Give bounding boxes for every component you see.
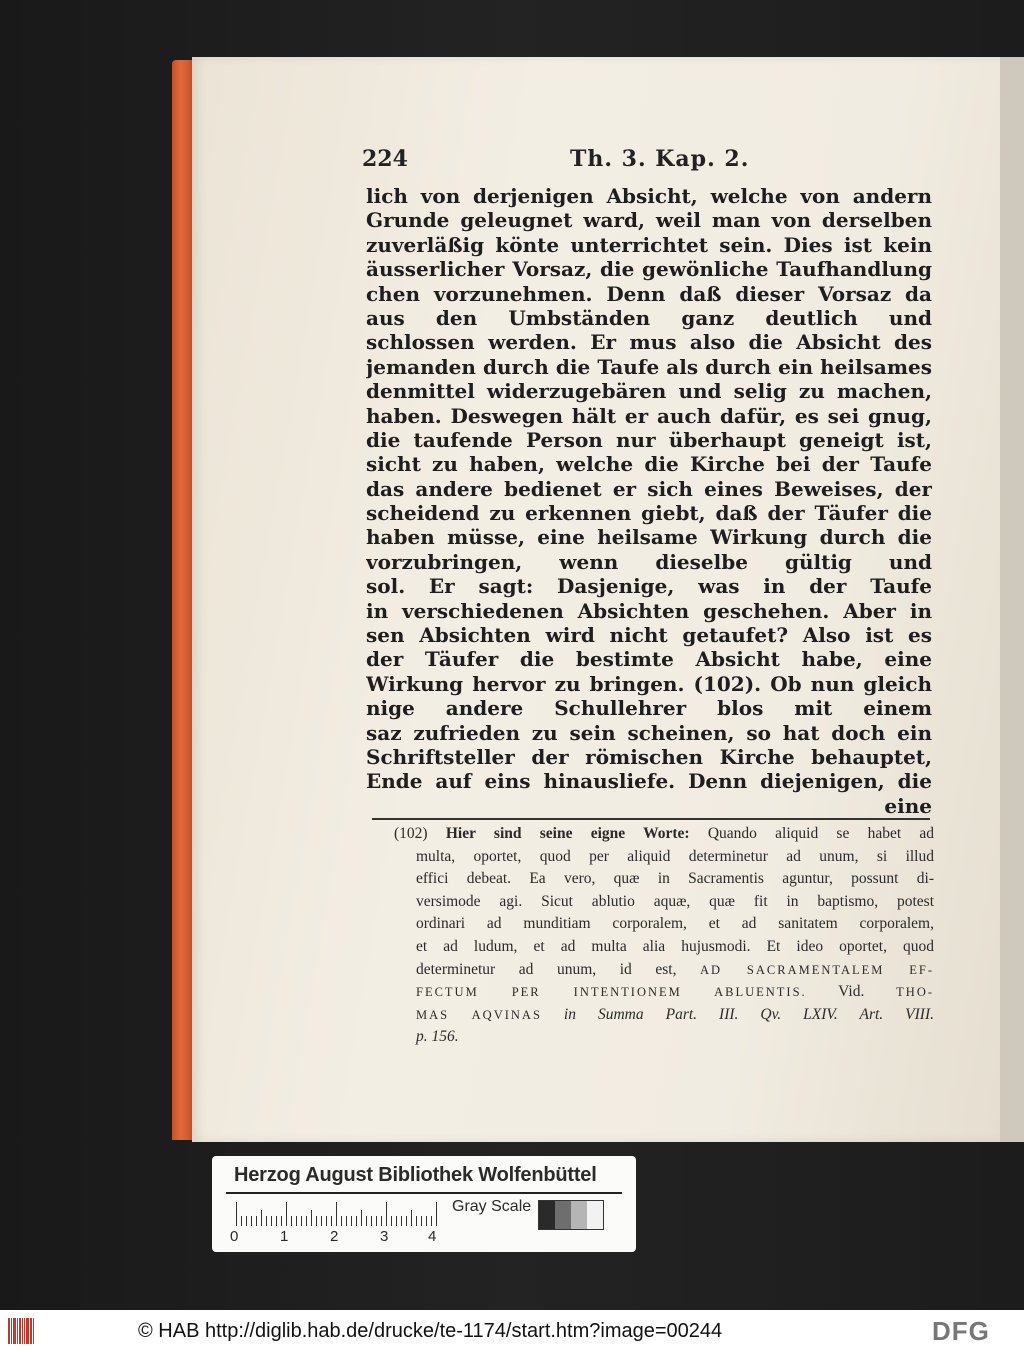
ruler-tick bbox=[286, 1202, 287, 1226]
footnote-line bbox=[416, 1004, 934, 1027]
page-header bbox=[362, 146, 922, 180]
ruler-tick bbox=[311, 1210, 312, 1226]
ruler-tick bbox=[431, 1216, 432, 1226]
measurement-ruler bbox=[236, 1202, 436, 1226]
label-divider bbox=[226, 1192, 622, 1194]
body-line: sicht zu haben, welche die Kirche bei der Taufe bbox=[366, 452, 932, 477]
body-line: nige andere Schullehrer blos mit einem bbox=[366, 696, 932, 721]
ruler-tick bbox=[391, 1216, 392, 1226]
body-line: zuverläßig könte unterrichtet sein. Dies ist kein bbox=[366, 232, 932, 257]
ruler-tick bbox=[306, 1216, 307, 1226]
body-line: haben. Deswegen hält er auch dafür, es sei gnug, bbox=[366, 403, 932, 428]
footnote-line bbox=[416, 959, 934, 982]
footnote bbox=[394, 823, 934, 1049]
ruler-number: 1 bbox=[280, 1228, 289, 1245]
footnote-page-ref: p. 156. bbox=[416, 1028, 459, 1046]
ruler-tick bbox=[411, 1210, 412, 1226]
body-line: lich von derjenigen Absicht, welche von andern bbox=[366, 184, 932, 208]
body-line: der Täufer die bestimte Absicht habe, eine bbox=[366, 647, 932, 672]
library-name: Herzog August Bibliothek Wolfenbüttel bbox=[234, 1164, 597, 1186]
body-text bbox=[366, 184, 932, 818]
ruler-tick bbox=[271, 1216, 272, 1226]
body-line: Ende auf eins hinausliefe. Denn diejenigen, die bbox=[366, 769, 932, 794]
ruler-numbers bbox=[230, 1228, 450, 1246]
body-line: denmittel widerzugebären und selig zu machen, bbox=[366, 379, 932, 404]
ruler-tick bbox=[291, 1216, 292, 1226]
footnote-line: multa, oportet, quod per aliquid determinetur ad unum, si illud bbox=[416, 847, 934, 865]
ruler-tick bbox=[331, 1216, 332, 1226]
body-line: aus den Umbständen ganz deutlich und bbox=[366, 305, 932, 330]
body-line: das andere bedienet er sich eines Beweises, der bbox=[366, 476, 932, 501]
ruler-tick bbox=[361, 1210, 362, 1226]
barcode-bar bbox=[11, 1318, 12, 1344]
barcode-bar bbox=[13, 1318, 16, 1344]
body-line: vorzubringen, wenn dieselbe gültig und bbox=[366, 549, 932, 574]
copyright-url[interactable]: © HAB http://diglib.hab.de/drucke/te-1174/start.htm?image=00244 bbox=[138, 1320, 723, 1342]
body-line: saz zufrieden zu sein scheinen, so hat doch ein bbox=[366, 720, 932, 745]
ruler-tick bbox=[296, 1216, 297, 1226]
library-label-card bbox=[212, 1156, 636, 1252]
ruler-number: 2 bbox=[330, 1228, 339, 1245]
catchword: eine bbox=[884, 793, 932, 818]
ruler-tick bbox=[386, 1202, 387, 1226]
footnote-caps: FECTUM PER INTENTIONEM ABLUENTIS. bbox=[416, 985, 807, 1000]
ruler-tick bbox=[396, 1216, 397, 1226]
gray-scale-swatches bbox=[538, 1200, 604, 1230]
footnote-vid: Vid. bbox=[838, 983, 865, 1001]
next-page-strip bbox=[1000, 57, 1024, 1142]
ruler-tick bbox=[276, 1216, 277, 1226]
body-line: in verschiedenen Absichten geschehen. Aber in bbox=[366, 598, 932, 623]
body-line: Grunde geleugnet ward, weil man von derselben bbox=[366, 208, 932, 233]
gray-swatch bbox=[587, 1201, 603, 1229]
ruler-tick bbox=[281, 1216, 282, 1226]
ruler-tick bbox=[341, 1216, 342, 1226]
footnote-caps: MAS AQVINAS bbox=[416, 1007, 542, 1022]
gray-scale-label: Gray Scale bbox=[452, 1198, 532, 1215]
footnote-line: et ad ludum, et ad multa alia hujusmodi. Et ideo oportet, quod bbox=[416, 937, 934, 955]
ruler-tick bbox=[406, 1216, 407, 1226]
ruler-tick bbox=[326, 1216, 327, 1226]
ruler-number: 4 bbox=[428, 1228, 437, 1245]
footnote-caps: AD SACRAMENTALEM EF- bbox=[700, 962, 934, 977]
barcode-bar bbox=[17, 1318, 18, 1344]
barcode-bar bbox=[8, 1318, 10, 1344]
footnote-line: versimode agi. Sicut ablutio aquæ, quæ fit in baptismo, potest bbox=[416, 892, 934, 910]
ruler-tick bbox=[236, 1202, 237, 1226]
barcode-bar bbox=[24, 1318, 25, 1344]
gray-swatch bbox=[539, 1201, 555, 1229]
ruler-tick bbox=[371, 1216, 372, 1226]
body-line: chen vorzunehmen. Denn daß dieser Vorsaz da bbox=[366, 281, 932, 306]
body-line: sol. Er sagt: Dasjenige, was in der Taufe bbox=[366, 574, 932, 599]
book-edge bbox=[172, 60, 194, 1140]
ruler-tick bbox=[436, 1202, 437, 1226]
body-line: die taufende Person nur überhaupt geneigt ist, bbox=[366, 427, 932, 452]
ruler-number: 0 bbox=[230, 1228, 239, 1245]
ruler-tick bbox=[366, 1216, 367, 1226]
barcode-bar bbox=[22, 1318, 23, 1344]
ruler-tick bbox=[266, 1216, 267, 1226]
ruler-tick bbox=[316, 1216, 317, 1226]
barcode-icon bbox=[8, 1318, 38, 1344]
barcode-bar bbox=[33, 1318, 34, 1344]
footnote-line bbox=[416, 981, 934, 1004]
ruler-tick bbox=[261, 1210, 262, 1226]
ruler-tick bbox=[336, 1202, 337, 1226]
ruler-tick bbox=[401, 1216, 402, 1226]
gray-swatch bbox=[555, 1201, 571, 1229]
ruler-tick bbox=[251, 1216, 252, 1226]
running-head: Th. 3. Kap. 2. bbox=[570, 146, 750, 172]
body-line: scheidend zu erkennen giebt, daß der Täufer die bbox=[366, 501, 932, 526]
body-line: Schriftsteller der römischen Kirche behauptet, bbox=[366, 744, 932, 769]
page-number: 224 bbox=[362, 146, 408, 172]
gray-swatch bbox=[571, 1201, 587, 1229]
footnote-citation: in Summa Part. III. Qv. LXIV. Art. VIII. bbox=[563, 1005, 934, 1023]
footnote-text: Quando aliquid se habet ad bbox=[707, 825, 934, 842]
footnote-intro: Hier sind seine eigne Worte: bbox=[445, 825, 690, 842]
footnote-line bbox=[416, 1026, 934, 1049]
body-line: jemanden durch die Taufe als durch ein heilsames bbox=[366, 354, 932, 379]
barcode-bar bbox=[30, 1318, 32, 1344]
footnote-line bbox=[394, 823, 934, 846]
ruler-tick bbox=[356, 1216, 357, 1226]
ruler-tick bbox=[241, 1216, 242, 1226]
ruler-tick bbox=[381, 1216, 382, 1226]
ruler-tick bbox=[351, 1216, 352, 1226]
body-line: Wirkung hervor zu bringen. (102). Ob nun gleich bbox=[366, 671, 932, 696]
barcode-bar bbox=[19, 1318, 21, 1344]
body-line: haben müsse, eine heilsame Wirkung durch die bbox=[366, 525, 932, 550]
footnote-marker: (102) bbox=[394, 825, 428, 842]
ruler-tick bbox=[321, 1216, 322, 1226]
body-line: schlossen werden. Er mus also die Absicht des bbox=[366, 330, 932, 355]
ruler-number: 3 bbox=[380, 1228, 389, 1245]
ruler-tick bbox=[376, 1216, 377, 1226]
footnote-text: determinetur ad unum, id est, bbox=[416, 960, 677, 978]
ruler-tick bbox=[416, 1216, 417, 1226]
body-line: äusserlicher Vorsaz, die gewönliche Taufhandlung bbox=[366, 257, 932, 282]
ruler-tick bbox=[256, 1216, 257, 1226]
ruler-tick bbox=[246, 1216, 247, 1226]
footnote-line: effici debeat. Ea vero, quæ in Sacramentis aguntur, possunt di- bbox=[416, 870, 934, 888]
ruler-tick bbox=[301, 1216, 302, 1226]
dfg-logo: DFG bbox=[932, 1316, 990, 1346]
barcode-bar bbox=[26, 1318, 29, 1344]
footnote-caps: THO- bbox=[896, 985, 934, 1000]
ruler-tick bbox=[426, 1216, 427, 1226]
body-line: sen Absichten wird nicht getaufet? Also ist es bbox=[366, 623, 932, 648]
footer-bar bbox=[0, 1310, 1024, 1352]
ruler-tick bbox=[346, 1216, 347, 1226]
footnote-rule bbox=[372, 818, 930, 820]
footnote-line: ordinari ad munditiam corporalem, et ad sanitatem corporalem, bbox=[416, 915, 934, 933]
ruler-tick bbox=[421, 1216, 422, 1226]
